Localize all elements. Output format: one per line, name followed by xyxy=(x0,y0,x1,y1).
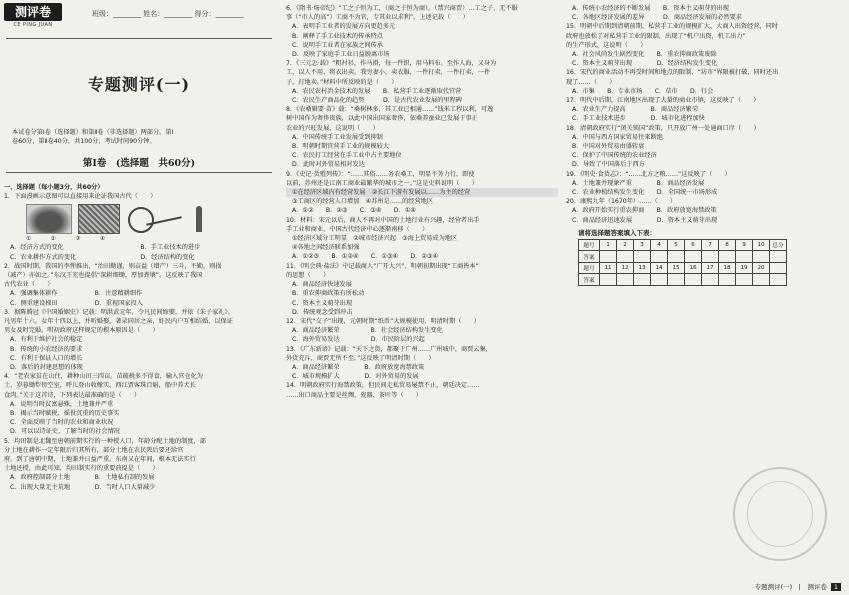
watermark-seal xyxy=(733,467,827,561)
text-line: C．海外贸易发达 D．市民阶层的兴起 xyxy=(292,336,425,344)
column-right xyxy=(566,0,849,595)
text-line: ①经济区域分工明显 ②城市经济兴起 ③海上贸易成为地区 xyxy=(292,235,458,243)
text-line: 17．明代中后期，江南地区出现了大量的商业市镇，这反映了（ ） xyxy=(566,97,760,105)
text-line: D．反映了家庭手工业日益脱离市场 xyxy=(292,51,390,59)
text-line: 男女及时完婚。明初政府这样规定的根本原因是（ ） xyxy=(4,327,159,335)
text-line: 土，岁暮锄犁傍空室，呼儿登山收橡实。西江贾客珠百斛，船中养犬长 xyxy=(4,382,196,390)
answer-cell[interactable] xyxy=(617,274,634,286)
answer-table-cell: 1 xyxy=(600,239,617,251)
answer-table-cell: 9 xyxy=(736,239,753,251)
text-line: A．农业生产力提高 B．商品经济繁荣 xyxy=(572,106,699,114)
answer-table-cell: 8 xyxy=(719,239,736,251)
question-block-right xyxy=(566,4,849,286)
answer-cell[interactable] xyxy=(634,251,651,263)
answer-table-cell: 13 xyxy=(634,262,651,274)
text-line: 11．《明会典·盐法》中记载商人“广开大兴”，明朝初期出现“工商皆本” xyxy=(286,262,479,270)
text-line: 的思想（ ） xyxy=(286,271,330,279)
text-line: 5．均田制是北魏至唐朝前期实行的一种授人口，年龄分配土地的制度，部 xyxy=(4,437,206,445)
text-line: ④各地之间经济联系加强 xyxy=(292,244,360,252)
text-line: （减产）亦如之。”东汉王充也提倡“深耕细锄，厚加粪壤”。这反映了我国 xyxy=(4,272,203,280)
text-line: 4．“老农家贫在山住，耕种山田三四亩。苗疏税多不得食，输入官仓化为 xyxy=(4,373,203,381)
text-line: C．有利于保证人口的增长 xyxy=(10,354,83,362)
text-line: 20．康熙九年（1670年）……（ ） xyxy=(566,198,677,206)
answer-table-row xyxy=(579,262,787,274)
text-line: 食肉。”关于这首诗，下列表达最准确的是（ ） xyxy=(4,391,141,399)
column-middle xyxy=(286,0,558,595)
answer-cell[interactable] xyxy=(736,251,753,263)
text-line: 凡男年十六，女年十四以上，并听婚娶。著录同居之亲，奸民内户互相结婚，以保证 xyxy=(4,318,233,326)
page-title: 专题测评(一) xyxy=(87,75,191,94)
text-line: A．说明当时贫富悬殊，土地兼并严重 xyxy=(10,400,114,408)
answer-cell[interactable] xyxy=(770,274,787,286)
question-lines-left xyxy=(4,262,276,492)
text-line: B．揭示当时赋税、徭役沉重的历史事实 xyxy=(10,410,120,418)
answer-cell[interactable] xyxy=(702,251,719,263)
answer-table-cell: 2 xyxy=(617,239,634,251)
text-line: 15．明朝中后期到清朝前期，私营手工业的规模扩大，大商人出资经营，同时 xyxy=(566,23,779,31)
text-line: 2．战国时期，我国的李悝推出，“治田勤谨，则亩益（增产）三斗，不勤，则损 xyxy=(4,262,222,270)
text-line: 8．《农桑辑要·苗》载：“桑树林多，其工业已相通……”钱米工程以利，可逸 xyxy=(286,106,494,114)
section-divider xyxy=(6,172,272,173)
exam-instructions xyxy=(12,128,272,146)
option-d: D．经济结构的变化 xyxy=(140,253,195,261)
answer-table-cell: 4 xyxy=(651,239,668,251)
text-line: B．重农抑商政策有所松动 xyxy=(292,290,365,298)
text-line: A．商品经济快速发展 xyxy=(292,281,352,289)
answer-table-cell: 答案 xyxy=(579,251,600,263)
text-line: C．城市规模扩大 D．对外贸易的发展 xyxy=(292,373,419,381)
logo xyxy=(4,3,62,33)
question-block-middle xyxy=(286,4,558,400)
answer-table-cell: 14 xyxy=(651,262,668,274)
answer-cell[interactable] xyxy=(668,274,685,286)
answer-table-cell: 题号 xyxy=(579,239,600,251)
answer-cell[interactable] xyxy=(668,251,685,263)
text-line: A．中国传统手工业发展受到抑制 xyxy=(292,133,383,141)
text-line: 现了……（ ） xyxy=(566,78,616,86)
text-line: ……出口商品主要是丝绸、瓷器、茶叶等（ ） xyxy=(286,391,423,399)
text-line: C．全面反映了当时的农业和商业状况 xyxy=(10,419,114,427)
answer-table-cell: 17 xyxy=(702,262,719,274)
option-b: B．手工业技术的进步 xyxy=(140,244,201,252)
answer-cell[interactable] xyxy=(617,251,634,263)
answer-table-cell: 3 xyxy=(634,239,651,251)
text-line: 16．宋代的商业活动不再受时间和地点的限制，“坊市”界限被打破，同时还出 xyxy=(566,69,779,77)
answer-table-cell: 16 xyxy=(685,262,702,274)
text-line: D．可以以诗证史，了解当时的社会情况 xyxy=(10,428,120,436)
text-line: 3．据陈腾冠《中国婚姻史》记载：明洪武元年，令凡民间嫁娶，并依《朱子家礼》。 xyxy=(4,308,234,316)
text-line: A．农民农村冶金技术的发展 B．私营手工业逐渐取代官营 xyxy=(292,87,462,95)
answer-table-cell: 答案 xyxy=(579,274,600,286)
answer-table-cell: 5 xyxy=(668,239,685,251)
question-block-left xyxy=(4,183,276,492)
answer-table-cell: 题号 xyxy=(579,262,600,274)
answer-table-cell: 12 xyxy=(617,262,634,274)
section-title: 第Ⅰ卷 (选择题 共60分) xyxy=(82,158,196,169)
option-c: C．农业耕作方式的变化 xyxy=(10,253,77,261)
text-line: C．保护了中国传统的农业经济 xyxy=(572,152,657,160)
answer-table-row xyxy=(579,239,787,251)
text-line: 14．明朝政府实行海禁政策，但民间走私贸易屡禁不止，朝廷决定…… xyxy=(286,382,480,390)
answer-cell[interactable] xyxy=(736,274,753,286)
text-line: 古代农业（ ） xyxy=(4,281,54,289)
text-line: 工，以人不用，将衣出卖。我穷妻小，卖衣服，一件打卖，一件打卖，一件 xyxy=(286,69,491,77)
answer-cell[interactable] xyxy=(600,251,617,263)
text-line: B．中国对外贸易由盛转衰 xyxy=(572,143,645,151)
farmer-figure-image xyxy=(190,206,208,234)
question-1-options xyxy=(4,253,276,262)
logo-subtitle: CE PING JUAN xyxy=(13,22,53,28)
answer-cell[interactable] xyxy=(753,274,770,286)
answer-table-cell: 19 xyxy=(736,262,753,274)
text-line: C．资本主义萌芽出现 D．经济结构发生变化 xyxy=(572,60,718,68)
answer-table-title: 请将选择题答案填入下表： xyxy=(578,228,656,237)
text-line: 树中国作为奢侈贵族，以此中国出国家奢侈，依桑养蚕业已发展于事正 xyxy=(286,115,478,123)
answer-cell[interactable] xyxy=(770,251,787,263)
text-line: 农业的兴旺发展，这说明（ ） xyxy=(286,124,379,132)
answer-cell[interactable] xyxy=(600,274,617,286)
page-footer xyxy=(755,582,841,591)
text-line: A．社会风尚发生剧烈变化 B．重农抑商政策废除 xyxy=(572,51,717,59)
text-line: 政府也放松了对私营手工业的限制，出现了“机户出资，机工出力” xyxy=(566,32,746,40)
logo-text: 测评卷 xyxy=(4,3,62,21)
text-line: 府。到了唐朝中期，土地兼并日益严重。东南又在年间，根本无法实行 xyxy=(4,456,196,464)
text-line: 12．宋代“交子”出现，元朝时期“纸币”大规模使用，明清时期（ ） xyxy=(286,317,480,325)
text-line: A．政府开始实行重农抑商 B．政府放宽海禁政策 xyxy=(572,207,717,215)
answer-cell[interactable] xyxy=(753,251,770,263)
answer-table-row xyxy=(579,251,787,263)
answer-table-cell: 6 xyxy=(685,239,702,251)
text-line: C．各地区经济发展的差异 D．商品经济发展的必然要求 xyxy=(572,14,742,22)
text-line: A．传统小农经济的不断发展 B．资本主义萌芽的出现 xyxy=(572,5,729,12)
answer-table-cell xyxy=(770,262,787,274)
instruction-line: 本试卷分第Ⅰ卷（选择题）和第Ⅱ卷（非选择题）两部分。第Ⅰ xyxy=(12,129,174,136)
text-line: 13．《广东新语》记载：“天下之货，都聚于广州……广州城中，商贾云集， xyxy=(286,345,492,353)
answer-table-cell: 15 xyxy=(668,262,685,274)
answer-cell[interactable] xyxy=(719,251,736,263)
text-line: B．传统的小农经济的要求 xyxy=(10,345,83,353)
text-line: 18．清朝政府实行“闭关锁国”政策，只开放广州一处通商口岸（ ） xyxy=(566,124,760,132)
text-line: C．资本主义萌芽出现 xyxy=(292,299,353,307)
text-line: A．有利于维护社会的稳定 xyxy=(10,336,83,344)
answer-cell[interactable] xyxy=(651,251,668,263)
text-line: A．土地兼并现象严重 B．商品经济发展 xyxy=(572,179,705,187)
text-line: A．强调集体耕作 B．注意精耕细作 xyxy=(10,290,143,298)
question-1: 1．下面漫画示意图可以直接用来论证我国古代（ ） xyxy=(4,193,157,201)
answer-cell[interactable] xyxy=(651,274,668,286)
text-line: A．①② B．②③ C．③④ D．①④ xyxy=(292,207,416,215)
answer-table-cell: 总分 xyxy=(770,239,787,251)
text-line: C．出现大量无主荒地 D．当时人口大量减少 xyxy=(10,483,156,491)
instruction-line: 卷60分，第Ⅱ卷40分，共100分，考试时间90分钟。 xyxy=(12,138,156,146)
text-line: D．传统观念受到冲击 xyxy=(292,308,353,316)
text-line: ①在经济区域内有经营发展 ②长江下游有发展以……为主的经营 xyxy=(286,188,558,197)
text-line: D．导致了中国落后于西方 xyxy=(572,161,645,169)
section-heading: 一、选择题（每小题3分，共60分） xyxy=(4,184,104,191)
text-line: 外货充斥，商贾无所不至。”这反映了明清时期（ ） xyxy=(286,354,435,362)
text-line: ③工商区的经营人口增加 ④苏州是……的经营地区 xyxy=(292,198,434,206)
text-line: 子，打地卖。”材料中所反映的是（ ） xyxy=(286,78,398,86)
text-line: 手工业和商业，中国古代经济中心逐渐南移（ ） xyxy=(286,225,429,233)
text-line: D．落后的封建思想的体现 xyxy=(10,364,83,372)
text-line: 土地还授，由此可知，均田制实行的重要前提是（ ） xyxy=(4,465,159,473)
answer-table-cell: 11 xyxy=(600,262,617,274)
student-info-fields: 班级：________ 姓名：________ 得分：________ xyxy=(92,10,244,18)
page-number: 1 xyxy=(831,583,841,591)
text-line: C．侧重建设梯田 D．重视国家投入 xyxy=(10,299,143,307)
answer-cell[interactable] xyxy=(634,274,651,286)
answer-cell[interactable] xyxy=(719,274,736,286)
bronze-vessel-image xyxy=(26,204,72,234)
text-line: 的生产形式，这说明（ ） xyxy=(566,41,647,49)
text-line: C．农民生产商品化的趋势 D．是古代农业发展的里程碑 xyxy=(292,97,462,105)
question-1-images xyxy=(26,204,276,234)
question-1-options xyxy=(4,243,276,252)
column-left xyxy=(0,0,278,595)
footer-label: 专题测评(一) | 测评卷 xyxy=(754,583,827,591)
text-line: D．此时对外贸易相对发达 xyxy=(292,161,365,169)
header-divider xyxy=(6,38,272,39)
image-labels: ① ② ③ ④ xyxy=(26,236,105,243)
text-line: A．①②③ B．①②④ C．①③④ D．②③④ xyxy=(292,253,439,261)
text-line: C．农民打工经营在手工业中占主要地位 xyxy=(292,152,402,160)
text-line: A．政府控制部分土地 B．土地私有制的发展 xyxy=(10,474,155,482)
text-line: 分土地在耕作一定年限后归其所有，部分土地在农民死后要还给官 xyxy=(4,446,184,454)
text-line: B．明朝时期官营手工业的规模较大 xyxy=(292,143,390,151)
text-line: 7．《三元怎·载》“粗衬衫，作马褂，每一件织，用马料布。至作人海，又身为 xyxy=(286,60,497,68)
text-line: 6．《隋书·炀帝纪》“工之子恒为工，（商之子恒为商）。（禁兴商贾）…工之子，无不服 xyxy=(286,5,518,12)
text-line: C．手工业技术进步 D．城市化进程加快 xyxy=(572,115,705,123)
water-wheel-image xyxy=(126,206,184,234)
text-line: 事（“市人的高”）工商不为官，专其业以求利”，上述记载（ ） xyxy=(286,14,469,22)
text-line: A．中国与西方国家贸易往来断绝 xyxy=(572,133,663,141)
answer-cell[interactable] xyxy=(685,274,702,286)
text-line: C．商品经济迅速发展 D．资本主义萌芽出现 xyxy=(572,216,718,224)
text-line: 以前，苏州还是江南工商业最繁华的城市之一。”这是史料说明（ ） xyxy=(286,179,478,187)
text-line: 19．《明史·食货志》：“……北方之粮……”这反映了（ ） xyxy=(566,170,731,178)
answer-cell[interactable] xyxy=(685,251,702,263)
text-line: B．阐释了手工业技术的传承特点 xyxy=(292,32,383,40)
answer-table-cell: 7 xyxy=(702,239,719,251)
answer-table xyxy=(578,239,787,286)
text-line: 9．《史记·货殖列传》：“……其俗……务农桑工，明显不务力行，即使 xyxy=(286,170,475,178)
textile-image xyxy=(78,204,120,234)
answer-table-cell: 18 xyxy=(719,262,736,274)
text-line: A．商品经济繁荣 B．社会经济结构发生变化 xyxy=(292,327,443,335)
text-line: C．农业种植结构发生变化 D．全国统一市场形成 xyxy=(572,189,718,197)
text-line: A．商品经济繁荣 B．政府放宽海禁政策 xyxy=(292,363,425,371)
answer-table-cell: 20 xyxy=(753,262,770,274)
answer-table-cell: 10 xyxy=(753,239,770,251)
text-line: A．表明手工业者的发展方向更趋多元 xyxy=(292,23,396,31)
text-line: A．市集 B．专业市场 C．草市 D．行会 xyxy=(572,87,714,95)
text-line: C．说明手工业者在家族之间传承 xyxy=(292,41,383,49)
answer-table-row xyxy=(579,274,787,286)
text-line: 10．材料：宋元以后，商人不再对中国的土地行业有兴趣，经营者出手 xyxy=(286,216,480,224)
option-a: A．经济方式的变化 xyxy=(10,244,64,252)
answer-cell[interactable] xyxy=(702,274,719,286)
